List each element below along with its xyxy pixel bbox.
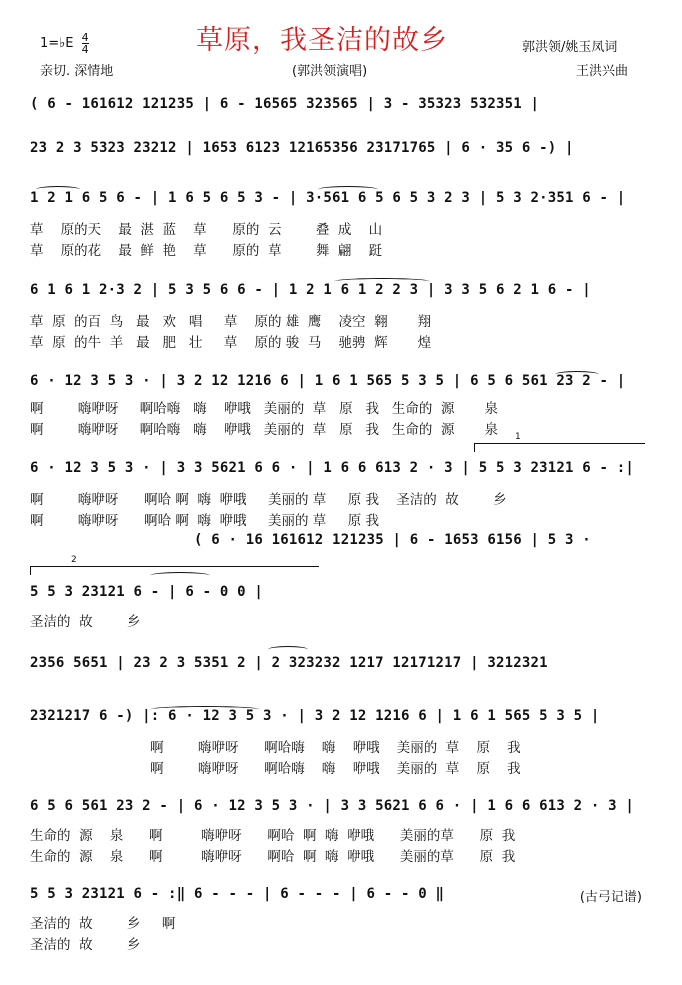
notation-line: 5 5 3 23121 6 - :‖ 6 - - - | 6 - - - | 6 - - 0 ‖ — [30, 886, 445, 902]
notation-row — [30, 460, 668, 488]
volta-1-label: 1 — [515, 432, 521, 442]
lyric-line: 生命的 源 泉 啊 嗨咿呀 啊哈 啊 嗨 咿哦 美丽的草 原 我 — [30, 828, 516, 842]
notation-line: ( 6 - 161612 121235 | 6 - 16565 323565 | 3 - 35323 532351 | — [30, 96, 540, 112]
key-label: 1=♭E — [40, 36, 74, 51]
slur-mark — [268, 646, 308, 653]
notation-line: 5 5 3 23121 6 - | 6 - 0 0 | — [30, 584, 263, 600]
time-top: 4 — [81, 31, 89, 44]
notation-line: ( 6 · 16 161612 121235 | 6 - 1653 6156 | 5 3 · — [194, 532, 591, 548]
time-signature — [82, 32, 89, 55]
notation-row — [30, 282, 668, 310]
lyric-line: 圣洁的 故 乡 — [30, 937, 141, 951]
notation-row — [30, 798, 668, 826]
lyric-line: 啊 嗨咿呀 啊哈嗨 嗨 咿哦 美丽的 草 原 我 生命的 源 泉 — [30, 422, 499, 436]
volta-bracket-1 — [474, 432, 645, 452]
notation-row — [30, 190, 668, 218]
slur-mark — [150, 706, 260, 713]
notation-line: 2321217 6 -) |: 6 · 12 3 5 3 · | 3 2 12 1216 6 | 1 6 1 565 5 3 5 | — [30, 708, 600, 724]
slur-mark — [318, 186, 378, 193]
slur-mark — [334, 278, 430, 285]
notation-line: 6 · 12 3 5 3 · | 3 3 5621 6 6 · | 1 6 6 613 2 · 3 | 5 5 3 23121 6 - :| — [30, 460, 635, 476]
notation-row — [30, 655, 668, 683]
notation-row — [30, 140, 668, 168]
composer-credit: 王洪兴曲 — [576, 64, 629, 79]
lyricist-credit: 郭洪领/姚玉凤词 — [522, 40, 618, 55]
lyric-line: 圣洁的 故 乡 啊 — [30, 916, 176, 930]
slur-mark — [555, 371, 599, 378]
notation-row — [30, 584, 668, 612]
notation-line: 6 5 6 561 23 2 - | 6 · 12 3 5 3 · | 3 3 5621 6 6 · | 1 6 6 613 2 · 3 | — [30, 798, 635, 814]
performer-credit: (郭洪领演唱) — [292, 64, 368, 79]
lyric-line: 啊 嗨咿呀 啊哈嗨 嗨 咿哦 美丽的 草 原 我 生命的 源 泉 — [30, 401, 499, 415]
lyric-line: 生命的 源 泉 啊 嗨咿呀 啊哈 啊 嗨 咿哦 美丽的草 原 我 — [30, 849, 516, 863]
transcriber-note: (古弓记谱) — [579, 890, 642, 905]
song-title: 草原，我圣洁的故乡 — [196, 25, 448, 56]
notation-row — [30, 886, 668, 914]
lyric-line: 啊 嗨咿呀 啊哈 啊 嗨 咿哦 美丽的 草 原 我 — [30, 513, 380, 527]
lyric-line: 草 原 的牛 羊 最 肥 壮 草 原的 骏 马 驰骋 辉 煌 — [30, 335, 432, 349]
lyric-line: 草 原的天 最 湛 蓝 草 原的 云 叠 成 山 — [30, 222, 383, 236]
key-signature — [40, 32, 89, 55]
notation-line: 2356 5651 | 23 2 3 5351 2 | 2 323232 1217 12171217 | 3212321 — [30, 655, 548, 671]
lyric-line: 圣洁的 故 乡 — [30, 614, 141, 628]
notation-line: 6 1 6 1 2·3 2 | 5 3 5 6 6 - | 1 2 1 6 1 2 2 3 | 3 3 5 6 2 1 6 - | — [30, 282, 591, 298]
slur-mark — [36, 186, 80, 193]
lyric-line: 草 原的花 最 鲜 艳 草 原的 草 舞 翩 跹 — [30, 243, 383, 257]
slur-mark — [150, 572, 210, 579]
notation-row — [30, 708, 668, 736]
lyric-line: 啊 嗨咿呀 啊哈嗨 嗨 咿哦 美丽的 草 原 我 — [30, 761, 521, 775]
lyric-line: 草 原 的百 鸟 最 欢 唱 草 原的 雄 鹰 凌空 翱 翔 — [30, 314, 432, 328]
notation-line: 1 2 1 6 5 6 - | 1 6 5 6 5 3 - | 3·561 6 5 6 5 3 2 3 | 5 3 2·351 6 - | — [30, 190, 626, 206]
lyric-line: 啊 嗨咿呀 啊哈嗨 嗨 咿哦 美丽的 草 原 我 — [30, 740, 521, 754]
notation-row — [30, 96, 668, 124]
volta-2-label: 2 — [71, 555, 77, 565]
time-bottom: 4 — [81, 43, 89, 56]
tempo-mood: 亲切. 深情地 — [40, 64, 114, 79]
lyric-line: 啊 嗨咿呀 啊哈 啊 嗨 咿哦 美丽的 草 原 我 圣洁的 故 乡 — [30, 492, 507, 506]
notation-row — [194, 532, 668, 560]
notation-line: 23 2 3 5323 23212 | 1653 6123 12165356 23171765 | 6 · 35 6 -) | — [30, 140, 574, 156]
notation-line: 6 · 12 3 5 3 · | 3 2 12 1216 6 | 1 6 1 565 5 3 5 | 6 5 6 561 23 2 - | — [30, 373, 626, 389]
